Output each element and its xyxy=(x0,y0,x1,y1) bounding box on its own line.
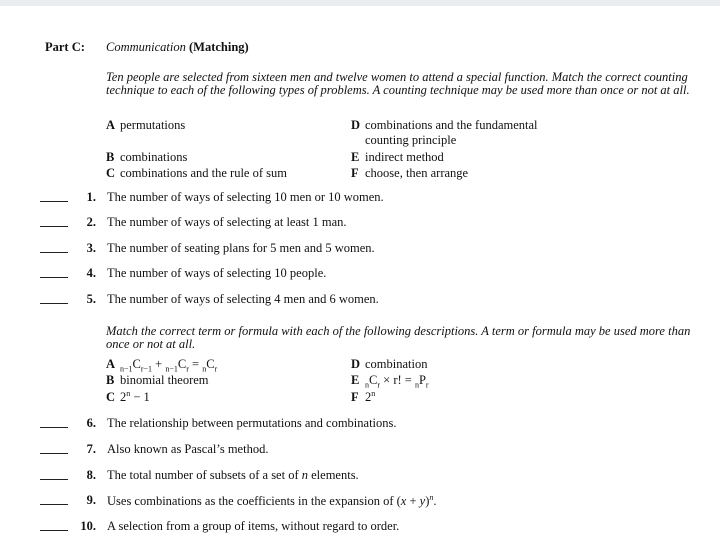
answer-blank-4[interactable] xyxy=(40,277,68,278)
subset-formula: 2$^n$ xyxy=(365,389,376,405)
question-text: The number of seating plans for 5 men and 5 women. xyxy=(107,241,375,255)
question-number: 10. xyxy=(80,519,96,533)
perm-comb-formula: $_nC_r \times r$! = $_nP_r$ xyxy=(365,373,429,390)
question-number: 3. xyxy=(86,241,96,255)
section1-option-d-cont: counting principle xyxy=(365,133,457,147)
question-text: The number of ways of selecting at least 1 man. xyxy=(107,215,347,229)
question-text: Uses combinations as the coefficients in the expansion of $(x + y)^n$. xyxy=(107,493,437,509)
section2-option-b: B binomial theorem xyxy=(106,373,209,387)
section2-option-d: D combination xyxy=(351,357,428,371)
answer-blank-9[interactable] xyxy=(40,504,68,505)
question-number: 8. xyxy=(86,468,96,482)
section1-option-b: B combinations xyxy=(106,150,188,164)
question-text: The number of ways of selecting 10 people. xyxy=(107,266,327,280)
section1-instructions: Ten people are selected from sixteen men and twelve women to attend a special function. Match the correct counting technique to each of the following types of problems. A counting technique may be used more than once or not at all. xyxy=(106,70,690,97)
part-title-bold: (Matching) xyxy=(188,40,249,54)
question-text: Also known as Pascal’s method. xyxy=(107,442,269,456)
part-label: Part C: xyxy=(45,40,85,54)
section1-option-a: A permutations xyxy=(106,118,186,132)
answer-blank-2[interactable] xyxy=(40,226,68,227)
answer-blank-5[interactable] xyxy=(40,303,68,304)
answer-blank-8[interactable] xyxy=(40,479,68,480)
section2-option-c: C $2^n - 1$ xyxy=(106,389,150,405)
question-number: 9. xyxy=(86,493,96,507)
section2-option-f: F 2$^n$ xyxy=(351,389,376,405)
question-number: 1. xyxy=(86,190,96,204)
question-text: The number of ways of selecting 10 men or 10 women. xyxy=(107,190,384,204)
question-number: 4. xyxy=(86,266,96,280)
question-number: 6. xyxy=(86,416,96,430)
part-title-italic: Communication xyxy=(106,40,186,54)
section1-option-e: E indirect method xyxy=(351,150,444,164)
section2-instructions: Match the correct term or formula with each of the following descriptions. A term or formula may be used more than once or not at all. xyxy=(106,324,691,351)
part-title xyxy=(106,40,249,55)
question-number: 2. xyxy=(86,215,96,229)
subset-minus-one-formula: $2^n - 1$ xyxy=(120,389,150,405)
question-number: 7. xyxy=(86,442,96,456)
question-text: A selection from a group of items, without regard to order. xyxy=(107,519,400,533)
answer-blank-6[interactable] xyxy=(40,427,68,428)
question-text: The relationship between permutations and combinations. xyxy=(107,416,397,430)
question-number: 5. xyxy=(86,292,96,306)
top-edge-shade xyxy=(0,0,720,6)
section1-option-c: C combinations and the rule of sum xyxy=(106,166,287,180)
answer-blank-7[interactable] xyxy=(40,453,68,454)
section2-option-e: E $_nC_r \times r$! = $_nP_r$ xyxy=(351,373,429,390)
answer-blank-10[interactable] xyxy=(40,530,68,531)
question-text: The number of ways of selecting 4 men and 6 women. xyxy=(107,292,379,306)
question-text: The total number of subsets of a set of n elements. xyxy=(107,468,359,482)
answer-blank-3[interactable] xyxy=(40,252,68,253)
pascal-formula: $_{n-1}C_{r-1} + _{n-1}C_r = _nC_r$ xyxy=(120,357,218,374)
answer-blank-1[interactable] xyxy=(40,201,68,202)
section1-option-d: D combinations and the fundamental xyxy=(351,118,538,132)
section2-option-a: A $_{n-1}C_{r-1} + _{n-1}C_r = _nC_r$ xyxy=(106,357,218,374)
section1-option-f: F choose, then arrange xyxy=(351,166,469,180)
